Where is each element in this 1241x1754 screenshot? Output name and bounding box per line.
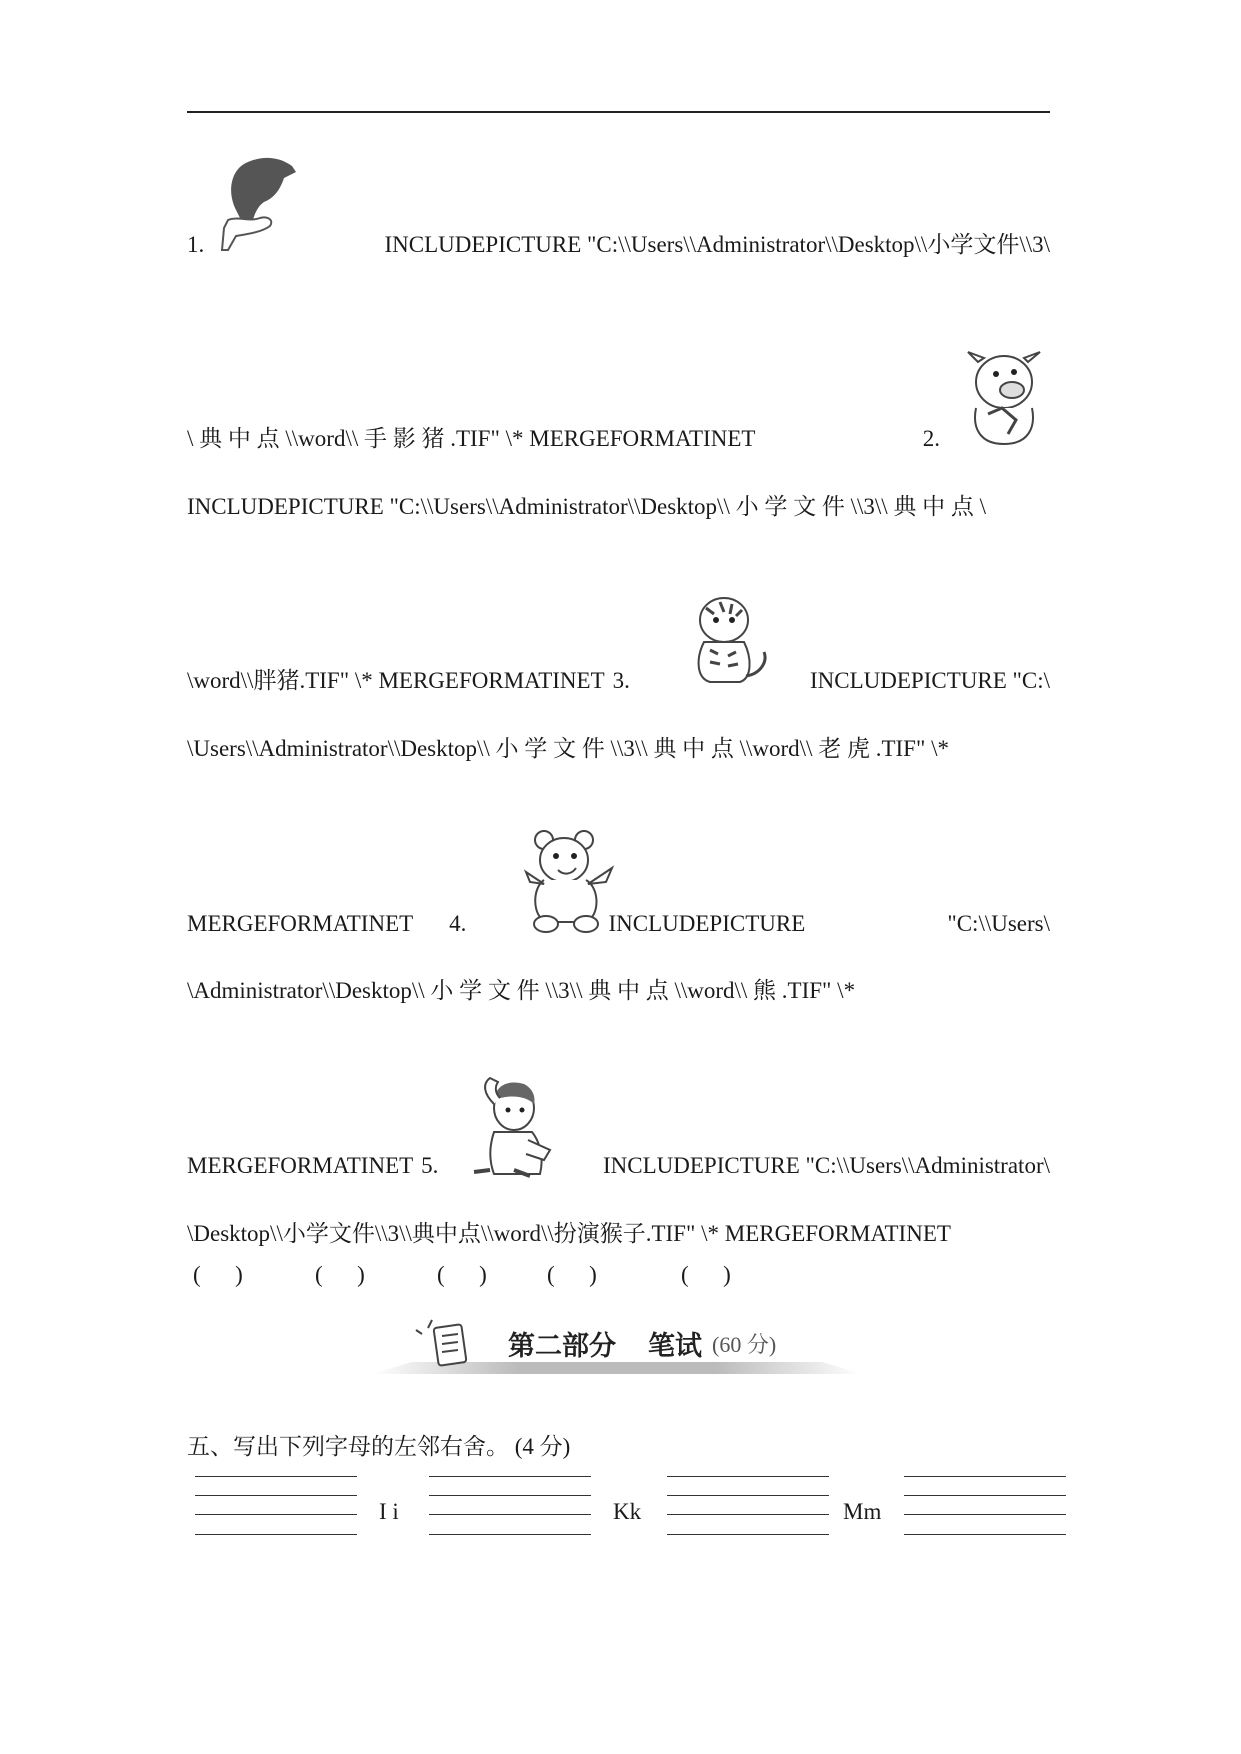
section-5-heading: 五、写出下列字母的左邻右舍。 (4 分) xyxy=(187,1434,571,1459)
answer-blank-5[interactable]: ( ) xyxy=(681,1262,731,1287)
blank-line[interactable] xyxy=(195,1495,357,1496)
item-1-line xyxy=(187,230,1050,260)
blank-line[interactable] xyxy=(195,1514,357,1515)
blank-line[interactable] xyxy=(429,1514,591,1515)
item-4-path-2: "C:\\Users\ xyxy=(947,911,1050,936)
blank-line[interactable] xyxy=(667,1534,829,1535)
item-1-continued xyxy=(187,424,1050,454)
item-4-path-end: \Administrator\\Desktop\\ 小 学 文 件 \\3\\ 典 中 点 \\word\\ 熊 .TIF" \* xyxy=(187,978,856,1003)
bear-icon xyxy=(522,828,618,934)
item-2-continued xyxy=(187,666,1050,696)
answer-blank-2[interactable]: ( ) xyxy=(315,1262,365,1287)
fat-pig-icon xyxy=(962,348,1048,446)
item-5-number: 5. xyxy=(421,1153,439,1178)
item-4-number: 4. xyxy=(449,911,467,936)
item-2-path-end: \word\\胖猪.TIF" \* MERGEFORMATINET xyxy=(187,668,605,693)
item-5-path-end: \Desktop\\小学文件\\3\\典中点\\word\\扮演猴子.TIF" \* MERGEFORMATINET xyxy=(187,1221,951,1246)
answer-blank-1[interactable]: ( ) xyxy=(193,1262,243,1287)
item-3-path-end: \Users\\Administrator\\Desktop\\ 小 学 文 件 \\3\\ 典 中 点 \\word\\ 老 虎 .TIF" \* xyxy=(187,736,949,761)
blank-line[interactable] xyxy=(904,1514,1066,1515)
letter-pair-ii: I i xyxy=(379,1499,399,1524)
blank-line[interactable] xyxy=(429,1534,591,1535)
banner-score: (60 分) xyxy=(712,1332,777,1357)
merge-word-4: MERGEFORMATINET xyxy=(187,1153,414,1178)
letter-pair-mm: Mm xyxy=(843,1499,882,1524)
item-4-path: INCLUDEPICTURE xyxy=(608,911,806,936)
answer-blank-4[interactable]: ( ) xyxy=(547,1262,597,1287)
header-rule xyxy=(187,111,1050,113)
item-5-line xyxy=(187,1151,1050,1181)
blank-line[interactable] xyxy=(667,1495,829,1496)
item-2-path: INCLUDEPICTURE "C:\\Users\\Administrator\\Desktop\\ 小 学 文 件 \\3\\ 典 中 点 \ xyxy=(187,494,987,519)
blank-line[interactable] xyxy=(667,1476,829,1477)
blank-line[interactable] xyxy=(429,1495,591,1496)
item-1-path-end: \ 典 中 点 \\word\\ 手 影 猪 .TIF" \* MERGEFORMATINET xyxy=(187,426,756,451)
section-banner xyxy=(372,1318,862,1378)
merge-word-3: MERGEFORMATINET xyxy=(187,911,414,936)
item-5-continued xyxy=(187,1219,1050,1249)
letter-neighbors-exercise xyxy=(187,1468,1067,1548)
item-3-continued xyxy=(187,734,1050,764)
letter-pair-kk: Kk xyxy=(613,1499,642,1524)
item-3-number: 3. xyxy=(612,668,630,693)
item-4-line xyxy=(187,909,1050,939)
blank-line[interactable] xyxy=(195,1476,357,1477)
blank-line[interactable] xyxy=(195,1534,357,1535)
item-1-number: 1. xyxy=(187,232,205,257)
item-3-path: INCLUDEPICTURE "C:\ xyxy=(809,668,1050,693)
hand-shadow-pig-icon xyxy=(218,150,298,254)
answer-blank-3[interactable]: ( ) xyxy=(437,1262,487,1287)
blank-line[interactable] xyxy=(904,1495,1066,1496)
blank-line[interactable] xyxy=(667,1514,829,1515)
banner-title: 第二部分 xyxy=(508,1331,616,1362)
banner-ribbon xyxy=(372,1318,862,1378)
boy-monkey-icon xyxy=(470,1074,554,1178)
blank-line[interactable] xyxy=(429,1476,591,1477)
banner-subtitle: 笔试 xyxy=(648,1331,702,1362)
item-2-line xyxy=(187,492,1050,522)
item-4-continued xyxy=(187,976,1050,1006)
item-2-number: 2. xyxy=(922,426,940,451)
blank-line[interactable] xyxy=(904,1534,1066,1535)
blank-line[interactable] xyxy=(904,1476,1066,1477)
item-1-path: INCLUDEPICTURE "C:\\Users\\Administrator\\Desktop\\小学文件\\3\ xyxy=(384,232,1050,257)
tiger-icon xyxy=(680,592,774,688)
item-5-path: INCLUDEPICTURE "C:\\Users\\Administrator\ xyxy=(602,1153,1050,1178)
notebook-icon xyxy=(416,1320,467,1366)
